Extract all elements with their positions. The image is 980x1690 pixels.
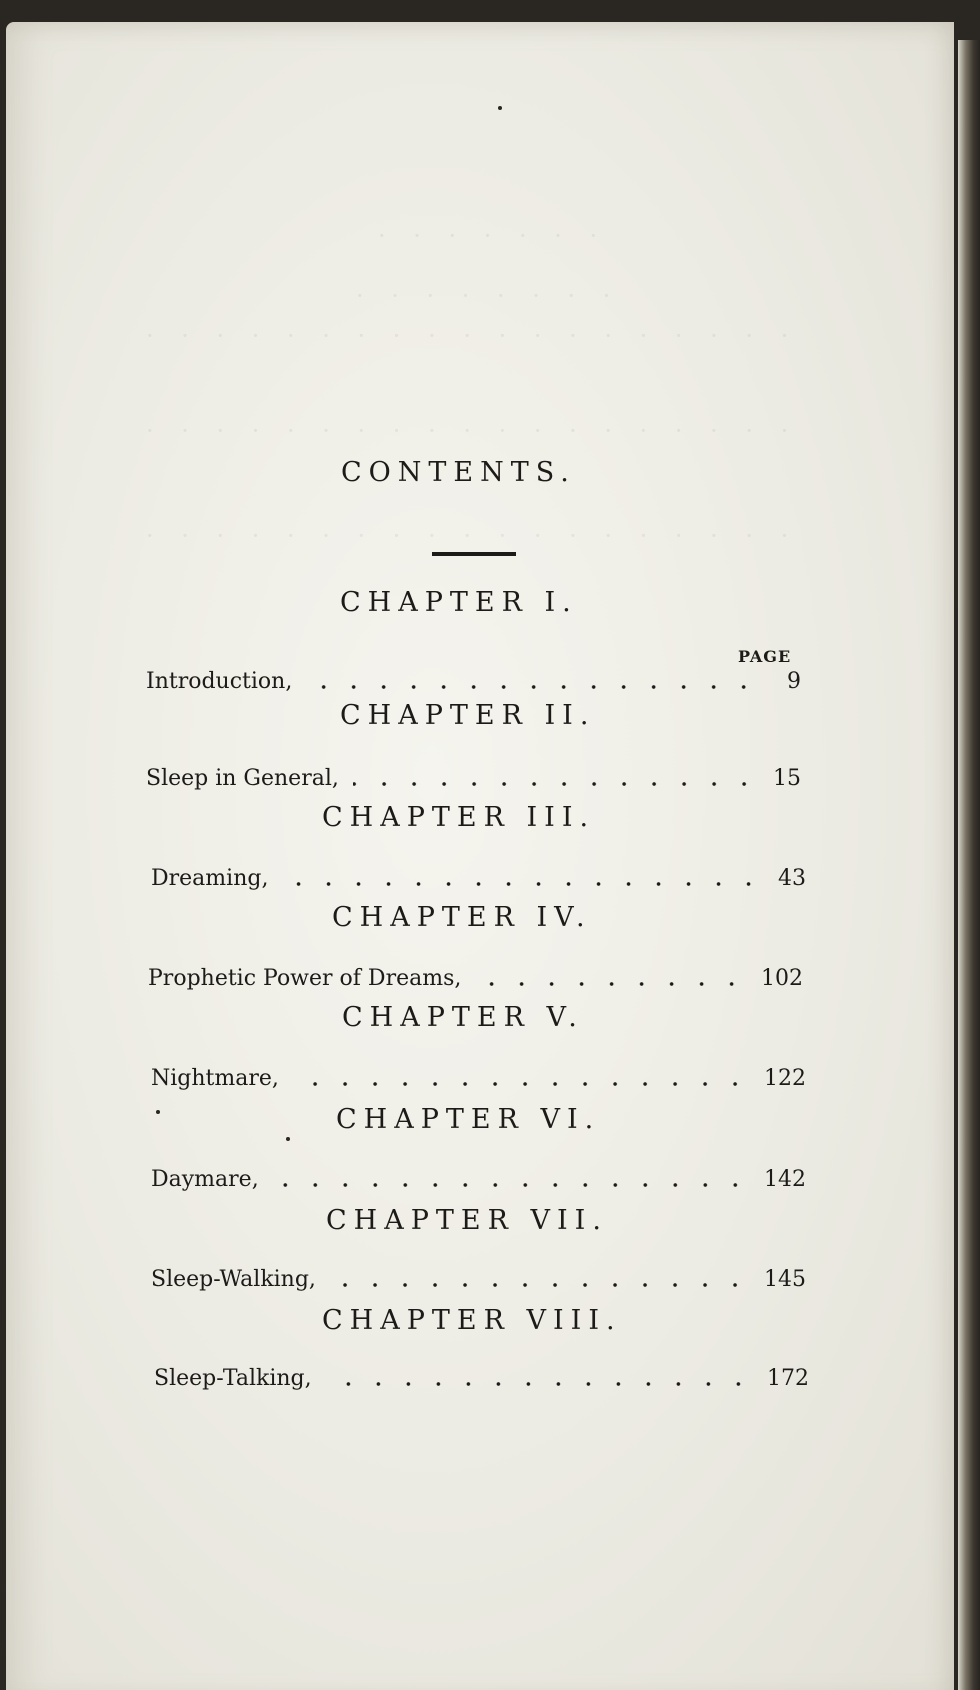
chapter-heading: CHAPTER IV. — [332, 902, 592, 933]
entry-title: Nightmare, — [151, 1066, 279, 1091]
entry-title: Daymare, — [151, 1167, 259, 1192]
ink-speck — [286, 1137, 290, 1141]
page-column-label: PAGE — [738, 647, 792, 666]
toc-entry — [151, 1260, 806, 1292]
chapter-heading: CHAPTER VIII. — [322, 1305, 622, 1336]
chapter-heading: CHAPTER I. — [340, 587, 578, 618]
ink-speck — [498, 106, 502, 110]
entry-page-number: 9 — [787, 669, 801, 694]
chapter-heading: CHAPTER VI. — [336, 1104, 601, 1135]
entry-page-number: 15 — [773, 766, 801, 791]
ink-speck — [156, 1110, 160, 1114]
dot-leader — [475, 981, 747, 987]
dot-leader — [306, 684, 759, 690]
toc-entry — [148, 959, 803, 991]
dot-leader — [326, 1381, 753, 1387]
entry-page-number: 145 — [764, 1267, 806, 1292]
show-through-text: · · · · · · · · · · · · · · · · · · · — [146, 522, 799, 550]
entry-page-number: 172 — [767, 1366, 809, 1391]
show-through-text: · · · · · · · · — [356, 282, 621, 310]
dot-leader — [273, 1182, 750, 1188]
entry-page-number: 43 — [778, 866, 806, 891]
entry-title: Introduction, — [146, 669, 293, 694]
show-through-text: · · · · · · · · · · · · · · · · · · · — [146, 322, 799, 350]
show-through-text: · · · · · · · · · · · · · · · · · · · — [146, 417, 799, 445]
chapter-heading: CHAPTER VII. — [326, 1205, 608, 1236]
entry-title: Sleep-Talking, — [154, 1366, 312, 1391]
entry-title: Dreaming, — [151, 866, 269, 891]
dot-leader — [330, 1282, 750, 1288]
toc-entry — [146, 662, 801, 694]
show-through-text: · · · · · · · — [378, 222, 608, 250]
entry-page-number: 142 — [764, 1167, 806, 1192]
title-rule — [432, 552, 516, 556]
book-page-edges — [958, 40, 980, 1690]
entry-title: Prophetic Power of Dreams, — [148, 966, 462, 991]
toc-entry — [146, 759, 801, 791]
entry-title: Sleep-Walking, — [151, 1267, 316, 1292]
dot-leader — [282, 881, 764, 887]
dot-leader — [293, 1081, 750, 1087]
toc-entry — [151, 1059, 806, 1091]
dot-leader — [353, 781, 759, 787]
chapter-heading: CHAPTER II. — [340, 700, 596, 731]
paper-sheet — [6, 22, 954, 1690]
toc-entry — [151, 1160, 806, 1192]
entry-page-number: 102 — [761, 966, 803, 991]
toc-entry — [154, 1359, 809, 1391]
contents-title: CONTENTS. — [341, 457, 576, 488]
chapter-heading: CHAPTER III. — [322, 802, 596, 833]
toc-entry — [151, 859, 806, 891]
entry-title: Sleep in General, — [146, 766, 339, 791]
entry-page-number: 122 — [764, 1066, 806, 1091]
chapter-heading: CHAPTER V. — [342, 1002, 584, 1033]
